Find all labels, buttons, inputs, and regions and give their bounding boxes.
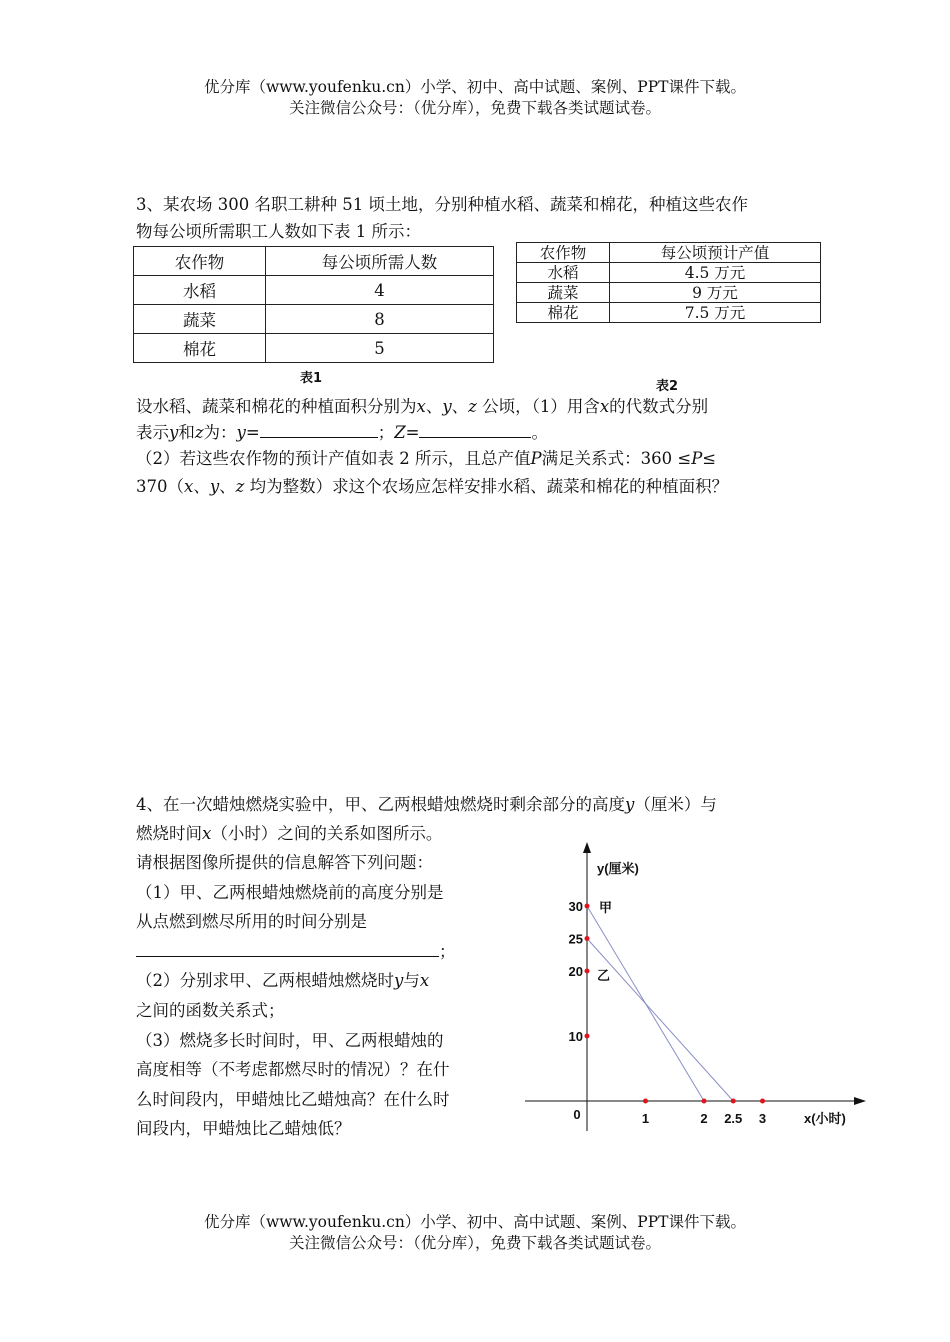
text: 370（ xyxy=(136,477,184,496)
q3-line-b xyxy=(136,418,826,447)
var: x xyxy=(416,397,426,416)
origin-label: 0 xyxy=(573,1107,581,1122)
candle-graph xyxy=(520,840,880,1140)
text: 均为整数）求这个农场应怎样安排水稻、蔬菜和棉花的种植面积？ xyxy=(244,477,729,496)
x-axis-label: x(小时) xyxy=(804,1111,846,1126)
data-point xyxy=(585,936,590,941)
y-tick-label: 10 xyxy=(568,1029,583,1044)
data-point xyxy=(760,1099,765,1104)
y-tick-label: 20 xyxy=(568,964,583,979)
table-cell: 5 xyxy=(266,334,494,363)
x-axis-arrow-icon xyxy=(854,1097,866,1105)
q4-line-1 xyxy=(136,790,826,819)
var: Z xyxy=(394,423,406,442)
q3-line-d xyxy=(136,472,826,501)
header-line-1: 优分库（www.youfenku.cn）小学、初中、高中试题、案例、PPT课件下载。 xyxy=(203,78,747,96)
var: P xyxy=(530,449,542,468)
q4-line-9: （3）燃烧多长时间时，甲、乙两根蜡烛的 xyxy=(136,1030,444,1050)
text: ≤ xyxy=(702,449,717,468)
x-tick-label: 1 xyxy=(641,1111,650,1126)
table-cell: 4 xyxy=(266,276,494,305)
data-point xyxy=(585,904,590,909)
table-cell: 棉花 xyxy=(517,303,610,323)
y-axis-label: y(厘米) xyxy=(597,861,639,876)
x-tick-label: 3 xyxy=(758,1111,767,1126)
q3-line-a xyxy=(136,392,826,421)
text: 表示 xyxy=(136,423,169,442)
table-row xyxy=(517,303,821,323)
text: ； xyxy=(439,941,456,961)
text: 设水稻、蔬菜和棉花的种植面积分别为 xyxy=(136,397,417,416)
q3-intro xyxy=(136,190,826,246)
var: z xyxy=(235,477,245,496)
var: y xyxy=(394,971,404,991)
table-header-cell: 农作物 xyxy=(134,247,266,276)
text: 与 xyxy=(403,971,420,991)
footer-line-1: 优分库（www.youfenku.cn）小学、初中、高中试题、案例、PPT课件下载。 xyxy=(203,1213,747,1231)
y-tick-label: 25 xyxy=(568,931,583,947)
text: 燃烧时间 xyxy=(136,824,202,843)
table-cell: 蔬菜 xyxy=(517,283,610,303)
var: x xyxy=(599,397,610,416)
q4-line-5: 从点燃到燃尽所用的时间分别是 xyxy=(136,912,367,932)
table-cell: 8 xyxy=(266,305,494,334)
table-row xyxy=(134,276,494,305)
q4-line-6 xyxy=(136,937,514,967)
x-tick-label: 2.5 xyxy=(724,1111,743,1126)
q4-line-4: （1）甲、乙两根蜡烛燃烧前的高度分别是 xyxy=(136,882,444,902)
text: = xyxy=(245,423,260,442)
y-tick-label: 30 xyxy=(568,899,583,914)
data-point xyxy=(643,1099,648,1104)
text: 、 xyxy=(193,477,210,496)
table-2-caption: 表2 xyxy=(656,379,679,394)
table-cell: 蔬菜 xyxy=(134,305,266,334)
series-label: 甲 xyxy=(599,900,613,915)
var: z xyxy=(194,423,204,442)
text: 、 xyxy=(425,397,443,416)
q3-line-c xyxy=(136,444,826,473)
text: 满足关系式：360 ≤ xyxy=(541,449,692,468)
table-cell: 7.5 万元 xyxy=(610,303,821,323)
text: 4、在一次蜡烛燃烧实验中，甲、乙两根蜡烛燃烧时剩余部分的高度 xyxy=(136,795,625,814)
var: P xyxy=(691,449,703,468)
table-1-caption: 表1 xyxy=(300,371,323,386)
table-row xyxy=(517,283,821,303)
text: 为： xyxy=(203,423,237,442)
series-label: 乙 xyxy=(597,968,611,983)
graph-labels xyxy=(569,861,846,1126)
var: z xyxy=(468,397,477,416)
footer-line-2: 关注微信公众号：（优分库），免费下载各类试题试卷。 xyxy=(288,1234,661,1252)
series-line-2 xyxy=(587,939,733,1102)
table-cell: 棉花 xyxy=(134,334,266,363)
var: y xyxy=(236,423,246,442)
var: x xyxy=(419,971,430,991)
table-cell: 4.5 万元 xyxy=(610,263,821,283)
answer-blank-z[interactable] xyxy=(419,421,531,438)
answer-blank-time[interactable] xyxy=(136,940,439,957)
q4-questions xyxy=(136,848,514,1144)
var: x xyxy=(202,824,212,843)
q3-intro-line-1: 3、某农场 300 名职工耕种 51 顷土地，分别种植水稻、蔬菜和棉花，种植这些农作 xyxy=(136,195,748,214)
data-point xyxy=(702,1099,707,1104)
text: 。 xyxy=(531,423,548,442)
q4-line-7 xyxy=(136,966,514,996)
x-tick-label: 2 xyxy=(700,1111,708,1126)
table-row xyxy=(517,243,821,263)
text: 的代数式分别 xyxy=(609,397,709,416)
table-row xyxy=(134,247,494,276)
text: 、 xyxy=(451,397,469,416)
text: （2）分别求甲、乙两根蜡烛燃烧时 xyxy=(136,971,394,991)
var: y xyxy=(209,477,220,496)
data-point xyxy=(731,1099,736,1104)
table-row xyxy=(134,334,494,363)
data-point xyxy=(585,969,590,974)
table-row xyxy=(517,263,821,283)
q3-questions xyxy=(136,392,826,501)
q4-line-10: 高度相等（不考虑都燃尽时的情况）？在什 xyxy=(136,1060,450,1080)
answer-blank-y[interactable] xyxy=(260,421,378,438)
text: （厘米）与 xyxy=(634,795,717,814)
table-1 xyxy=(133,246,494,363)
var: x xyxy=(184,477,194,496)
text: ； xyxy=(377,423,395,442)
text: （小时）之间的关系如图所示。 xyxy=(211,824,443,843)
data-point xyxy=(585,1034,590,1039)
text: = xyxy=(405,423,420,442)
graph-series xyxy=(585,904,766,1104)
table-row xyxy=(134,305,494,334)
q4-line-12: 间段内，甲蜡烛比乙蜡烛低？ xyxy=(136,1119,351,1139)
var: y xyxy=(169,423,179,442)
text: 和 xyxy=(178,423,195,442)
table-cell: 水稻 xyxy=(134,276,266,305)
text: 公顷，（1）用含 xyxy=(476,397,600,416)
table-header-cell: 每公顷所需人数 xyxy=(266,247,494,276)
table-header-cell: 每公顷预计产值 xyxy=(610,243,821,263)
header-line-2: 关注微信公众号：（优分库），免费下载各类试题试卷。 xyxy=(288,99,661,117)
y-axis-arrow-icon xyxy=(583,842,591,853)
text: （2）若这些农作物的预计产值如表 2 所示，且总产值 xyxy=(136,449,531,468)
table-cell: 水稻 xyxy=(517,263,610,283)
table-cell: 9 万元 xyxy=(610,283,821,303)
q4-line-3: 请根据图像所提供的信息解答下列问题： xyxy=(136,853,433,872)
table-2 xyxy=(516,242,821,323)
q4-line-8: 之间的函数关系式； xyxy=(136,1000,285,1020)
var: y xyxy=(442,397,452,416)
q4-line-11: 么时间段内，甲蜡烛比乙蜡烛高？在什么时 xyxy=(136,1089,450,1109)
q3-intro-line-2: 物每公顷所需职工人数如下表 1 所示： xyxy=(136,222,421,241)
var: y xyxy=(625,795,635,814)
text: 、 xyxy=(219,477,236,496)
table-header-cell: 农作物 xyxy=(517,243,610,263)
